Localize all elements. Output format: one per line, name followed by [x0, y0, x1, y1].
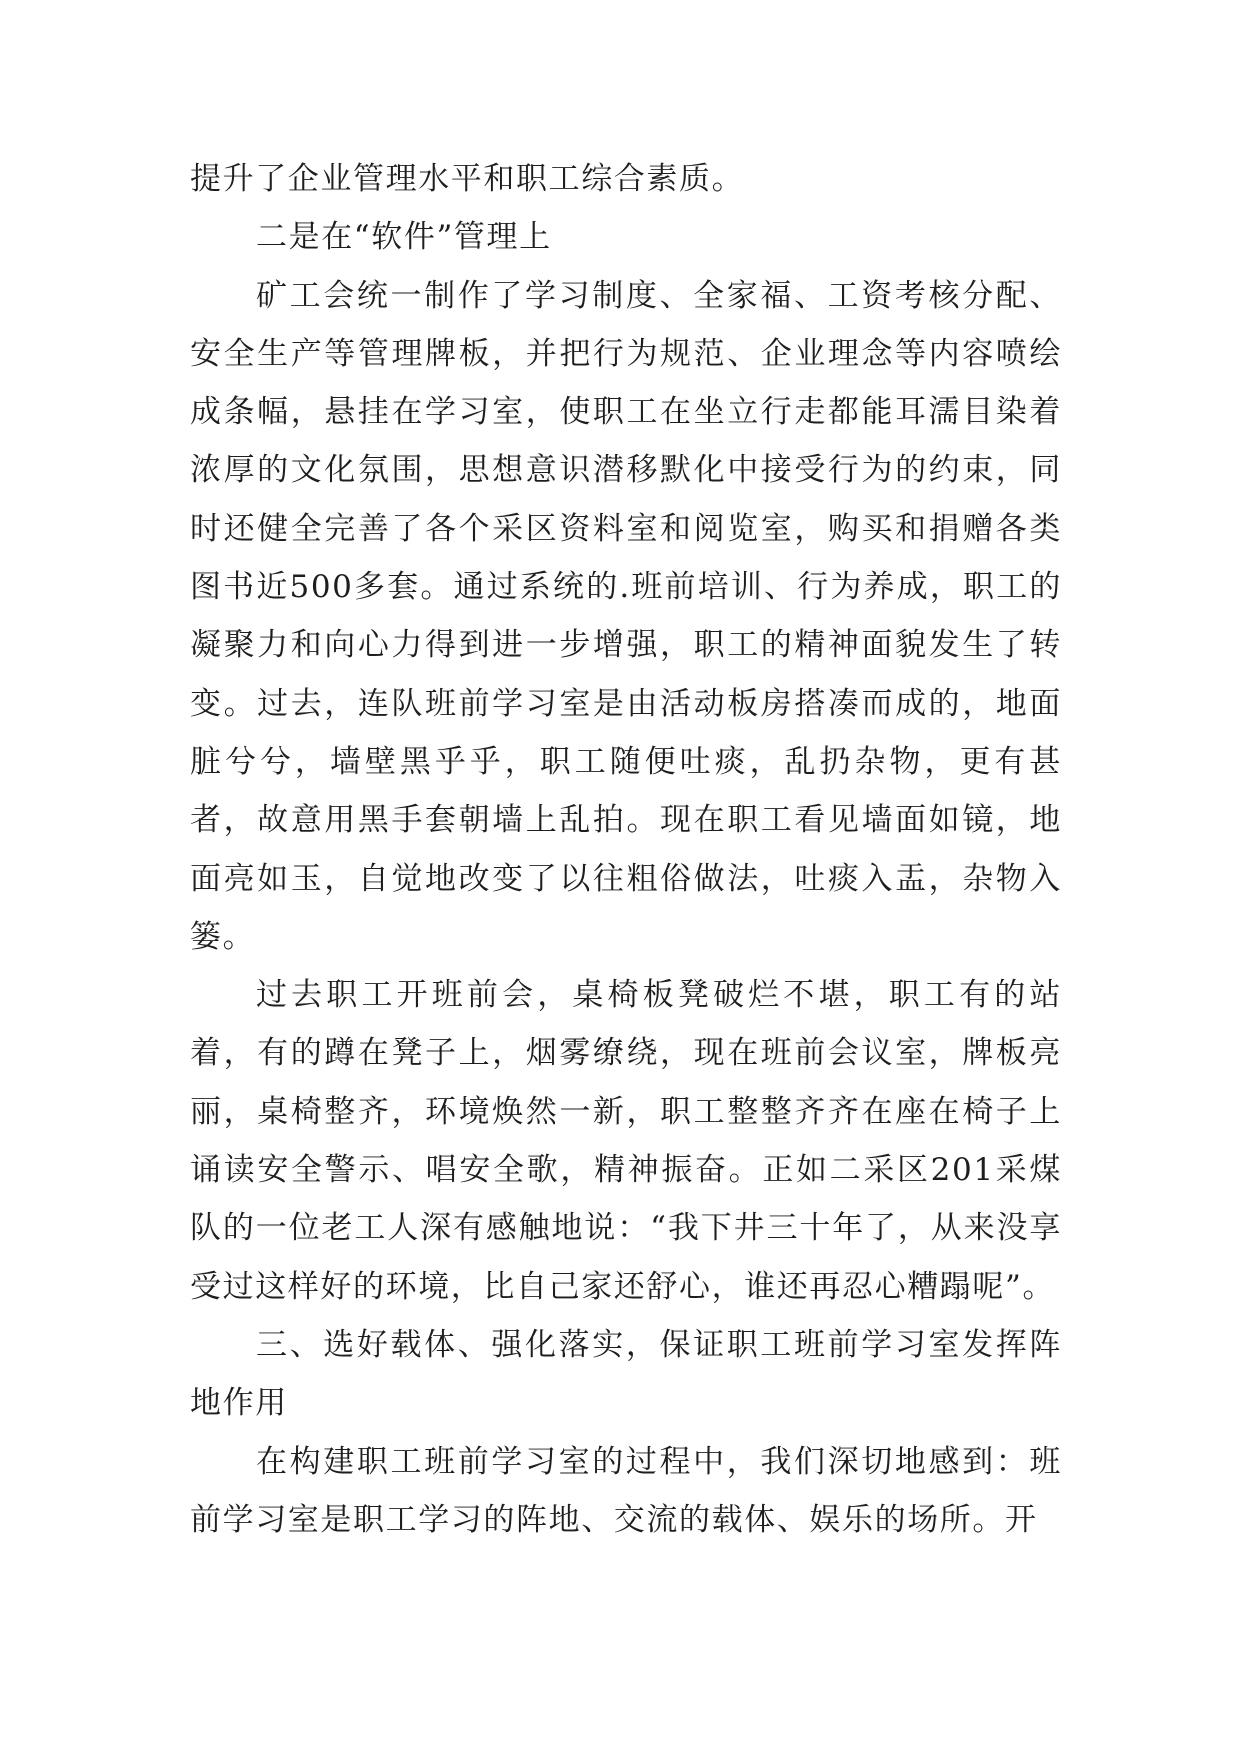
- paragraph-continuation: 提升了企业管理水平和职工综合素质。: [190, 161, 745, 197]
- paragraph-meeting-room-change: 过去职工开班前会，桌椅板凳破烂不堪，职工有的站着，有的蹲在凳子上，烟雾缭绕，现在班前会议室，牌板亮丽，桌椅整齐，环境焕然一新，职工整整齐齐在座在椅子上诵读安全警示、唱安全歌，精神振奋。正如二采区201采煤队的一位老工人深有感触地说：“我下井三十年了，从来没享受过这样好的环境，比自己家还舒心，谁还再忍心糟蹋呢”。: [190, 977, 1062, 1305]
- paragraph-section-three-heading: 三、选好载体、强化落实，保证职工班前学习室发挥阵地作用: [190, 1326, 1062, 1422]
- document-body: [190, 150, 1062, 1549]
- paragraph-union-boards: 矿工会统一制作了学习制度、全家福、工资考核分配、安全生产等管理牌板，并把行为规范、企业理念等内容喷绘成条幅，悬挂在学习室，使职工在坐立行走都能耳濡目染着浓厚的文化氛围，思想意识潜移默化中接受行为的约束，同时还健全完善了各个采区资料室和阅览室，购买和捐赠各类图书近500多套。通过系统的.班前培训、行为养成，职工的凝聚力和向心力得到进一步增强，职工的精神面貌发生了转变。过去，连队班前学习室是由活动板房搭凑而成的，地面脏兮兮，墙壁黑乎乎，职工随便吐痰，乱扔杂物，更有甚者，故意用黑手套朝墙上乱拍。现在职工看见墙面如镜，地面亮如玉，自觉地改变了以往粗俗做法，吐痰入盂，杂物入篓。: [190, 277, 1062, 955]
- paragraph-subheading-software-management: 二是在“软件”管理上: [256, 219, 552, 256]
- paragraph-building-study-room: 在构建职工班前学习室的过程中，我们深切地感到：班前学习室是职工学习的阵地、交流的载体、娱乐的场所。开: [190, 1443, 1062, 1538]
